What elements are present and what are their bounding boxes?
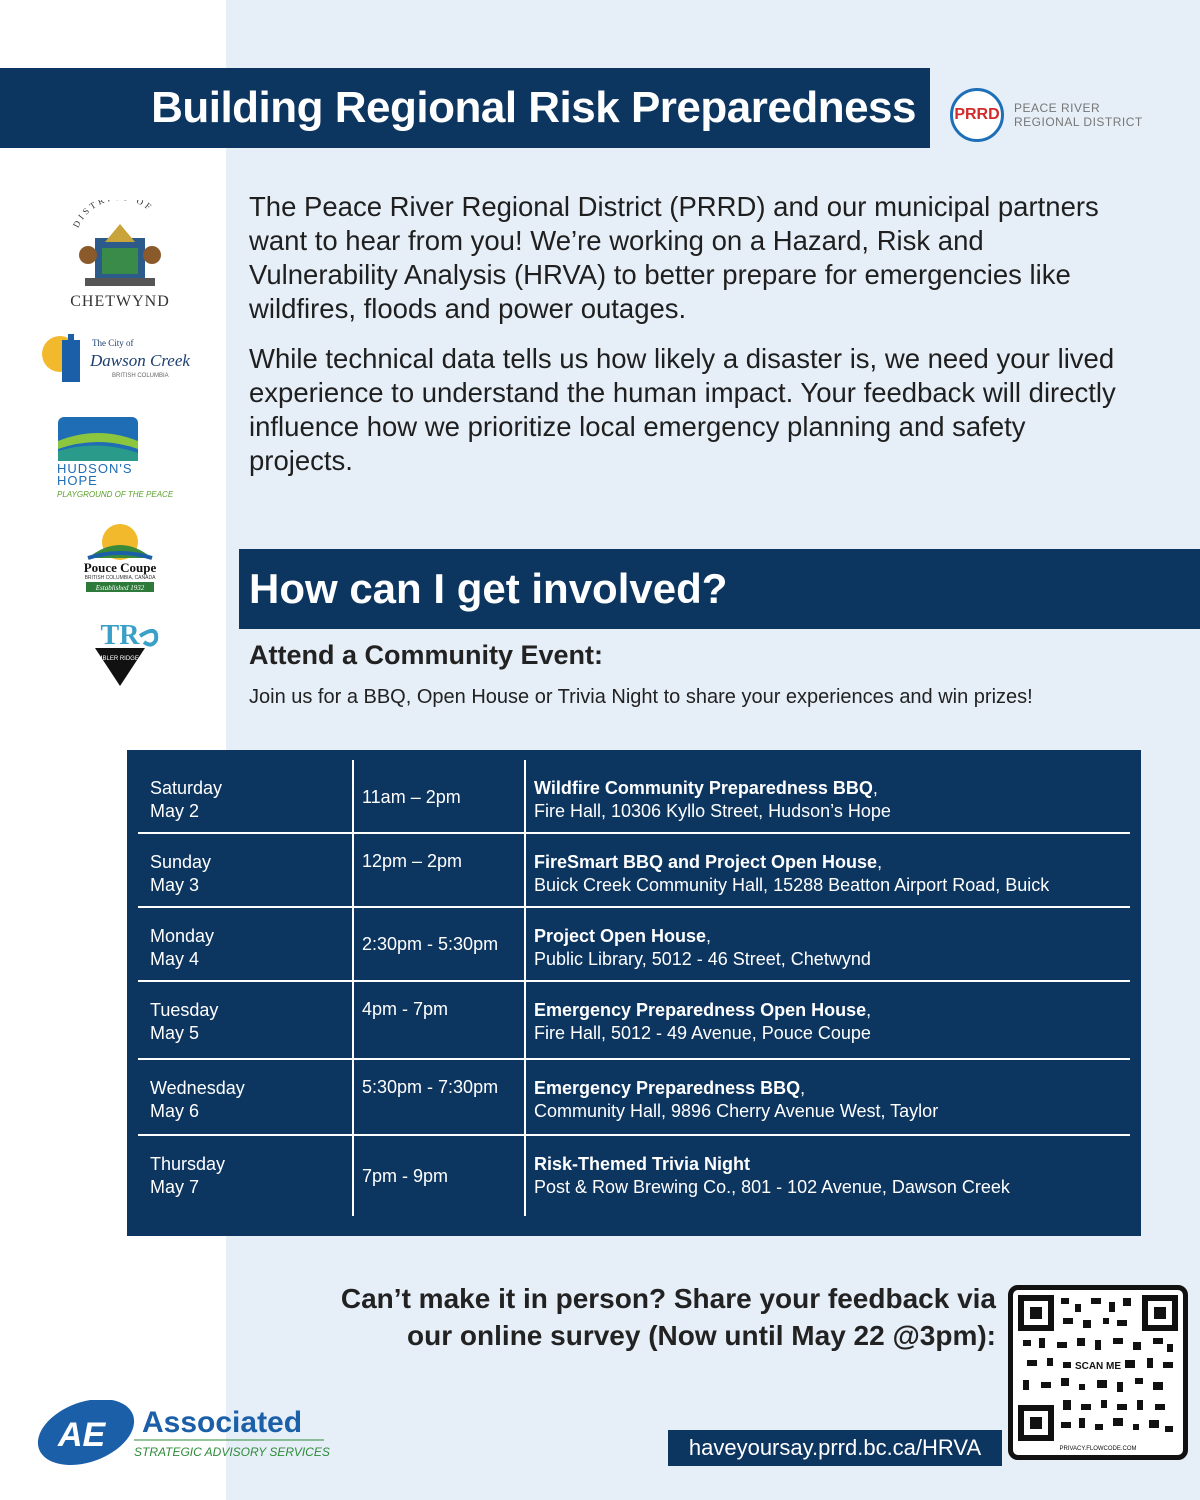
tumbler-ridge-mark-icon [40,618,200,688]
event-detail-cell: Emergency Preparedness Open House, Fire Hall, 5012 - 49 Avenue, Pouce Coupe [526,982,1130,1058]
event-name: Risk-Themed Trivia Night [534,1154,751,1174]
event-location: Community Hall, 9896 Cherry Avenue West, Taylor [534,1101,939,1121]
event-detail-cell: FireSmart BBQ and Project Open House, Buick Creek Community Hall, 15288 Beatton Airport Road, Buick [526,834,1130,906]
chetwynd-logo [40,200,200,311]
dawson-sub-text: BRITISH COLUMBIA [112,373,169,379]
tumbler-name-text: TUMBLER RIDGE, BC [89,656,151,662]
event-row [138,908,1130,982]
svg-text:AE: AE [58,1416,106,1454]
event-day: Tuesday [150,1000,219,1020]
title-banner [0,68,930,148]
event-detail-cell: Wildfire Community Preparedness BBQ, Fire Hall, 10306 Kyllo Street, Hudson’s Hope [526,760,1130,832]
event-day-cell [138,1060,354,1134]
events-table [127,750,1141,1236]
event-time: 4pm - 7pm [362,999,449,1019]
survey-callout [250,1280,996,1354]
intro-paragraph-1: The Peace River Regional District (PRRD) and our municipal partners want to hear from you! We’re working on a Hazard, Risk and Vulnerability Analysis (HRVA) to better prepare for emergencies like wildfires, floods and power outages. [249,191,1099,324]
survey-callout-line2: our online survey (Now until May 22 @3pm): [407,1320,996,1351]
event-day-cell [138,760,354,832]
prrd-logo-icon [950,88,1004,142]
hudsons-tag-text: PLAYGROUND OF THE PEACE [57,490,174,499]
event-name: Project Open House [534,926,707,946]
event-location: Fire Hall, 10306 Kyllo Street, Hudson’s Hope [534,801,891,821]
pouce-coupe-mark-icon [40,518,200,598]
prrd-name-line1: PEACE RIVER [1014,101,1101,115]
attend-heading: Attend a Community Event: [249,640,604,670]
event-detail-cell: Project Open House, Public Library, 5012 - 46 Street, Chetwynd [526,908,1130,980]
event-day-cell [138,834,354,906]
dawson-creek-logo [40,330,200,391]
event-time: 2:30pm - 5:30pm [362,933,499,954]
event-date: May 6 [150,1101,200,1121]
survey-callout-line1: Can’t make it in person? Share your feedback via [340,1283,996,1314]
event-day: Monday [150,926,215,946]
event-day: Saturday [150,778,223,798]
event-row [138,760,1130,834]
event-location: Public Library, 5012 - 46 Street, Chetwynd [534,949,871,969]
associated-tagline: STRATEGIC ADVISORY SERVICES [134,1445,330,1459]
event-day-cell [138,908,354,980]
event-time-cell [354,1060,526,1134]
involved-heading: How can I get involved? [249,565,728,612]
pouce-sub-text: BRITISH COLUMBIA, CANADA [84,575,156,581]
hudsons-hope-logo [40,415,200,510]
dawson-creek-mark-icon [40,330,200,386]
pouce-est-text: Established 1932 [95,584,145,592]
event-day: Wednesday [150,1078,245,1098]
event-time: 5:30pm - 7:30pm [362,1077,499,1097]
dawson-name-text: Dawson Creek [90,351,190,370]
prrd-logo [950,88,1143,142]
qr-code[interactable] [1008,1285,1188,1460]
svg-text:DISTRICT OF [71,200,156,229]
event-time: 12pm – 2pm [362,851,463,871]
intro-text [249,190,1129,494]
event-date: May 7 [150,1177,200,1197]
event-time-cell [354,908,526,980]
involved-banner [239,549,1200,629]
event-time-cell [354,982,526,1058]
qr-code-icon [1013,1290,1183,1455]
event-date: May 2 [150,801,200,821]
survey-url-link[interactable]: haveyoursay.prrd.bc.ca/HRVA [668,1430,1002,1466]
qr-footer-text: PRIVACY.FLOWCODE.COM [1059,1446,1137,1452]
event-day-cell [138,982,354,1058]
event-detail-cell: Emergency Preparedness BBQ, Community Hall, 9896 Cherry Avenue West, Taylor [526,1060,1130,1134]
event-time: 7pm - 9pm [362,1165,449,1186]
prrd-name-line2: REGIONAL DISTRICT [1014,115,1143,129]
hudsons-line1-text: HUDSON'S [57,461,133,476]
event-day-cell [138,1136,354,1216]
event-day: Thursday [150,1154,226,1174]
event-name: Wildfire Community Preparedness BBQ [534,778,873,798]
prrd-abbr: PRRD [954,106,1000,123]
event-location: Fire Hall, 5012 - 49 Avenue, Pouce Coupe [534,1023,871,1043]
hudsons-line2-text: HOPE [57,473,98,488]
tumbler-ridge-logo [40,618,200,693]
event-name: Emergency Preparedness Open House [534,1000,867,1020]
event-name: FireSmart BBQ and Project Open House [534,852,878,872]
chetwynd-top-text: DISTR OF [70,200,156,230]
event-date: May 4 [150,949,200,969]
hudsons-hope-mark-icon [40,415,200,505]
dawson-city-text: The City of [92,338,134,348]
event-time: 11am – 2pm [362,787,461,807]
event-date: May 5 [150,1023,200,1043]
event-row [138,1136,1130,1216]
event-detail-cell [526,1136,1130,1216]
event-time-cell [354,760,526,832]
associated-logo [34,1400,334,1470]
attend-subtext: Join us for a BBQ, Open House or Trivia Night to share your experiences and win prizes! [249,686,1033,708]
event-time-cell [354,834,526,906]
associated-name: Associated [142,1406,303,1439]
event-date: May 3 [150,875,200,895]
qr-scan-label: SCAN ME [1074,1361,1122,1372]
event-time-cell [354,1136,526,1216]
pouce-coupe-logo [40,518,200,603]
event-row [138,1060,1130,1136]
associated-logo-icon [34,1400,334,1470]
pouce-name-text: Pouce Coupe [83,560,157,575]
chetwynd-name: CHETWYND [70,293,170,310]
event-location: Buick Creek Community Hall, 15288 Beatton Airport Road, Buick [534,875,1050,895]
tumbler-mark-text: TR [100,620,140,651]
event-row [138,982,1130,1060]
event-row [138,834,1130,908]
event-name: Emergency Preparedness BBQ [534,1078,801,1098]
chetwynd-crest-icon [40,200,200,300]
page-title: Building Regional Risk Preparedness [151,83,916,132]
event-location: Post & Row Brewing Co., 801 - 102 Avenue, Dawson Creek [534,1177,1010,1197]
intro-paragraph-2: While technical data tells us how likely a disaster is, we need your lived experience to understand the human impact. Your feedback will directly influence how we prioritize local emergency planning and safety projects. [249,343,1116,476]
event-day: Sunday [150,852,212,872]
